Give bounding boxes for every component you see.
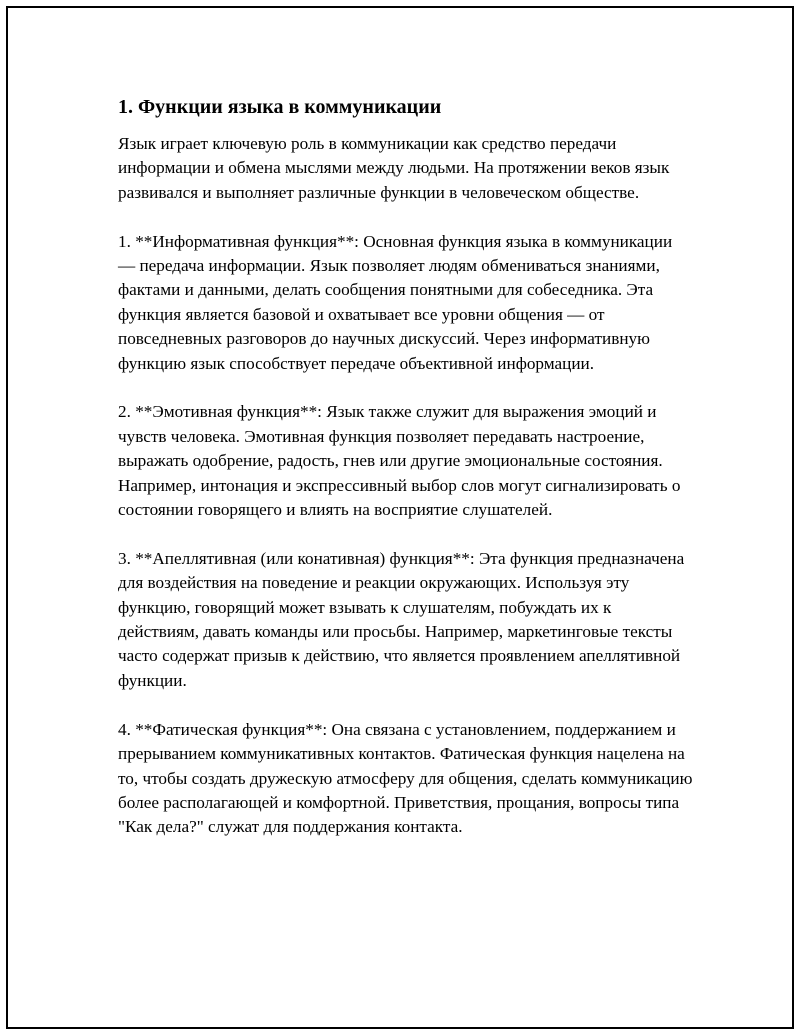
emotive-function-paragraph: 2. **Эмотивная функция**: Язык также служит для выражения эмоций и чувств человека. Эмотивная функция позволяет передавать настроение, выражать одобрение, радость, гнев или другие эмоциональные состояния. Например, интонация и экспрессивный выбор слов могут сигнализировать о состоянии говорящего и влиять на восприятие слушателей. <box>118 402 681 520</box>
document-body <box>118 93 693 864</box>
intro-paragraph: Язык играет ключевую роль в коммуникации как средство передачи информации и обмена мыслями между людьми. На протяжении веков язык развивался и выполняет различные функции в человеческом обществе. <box>118 134 670 202</box>
appellative-function-paragraph: 3. **Апеллятивная (или конативная) функция**: Эта функция предназначена для воздействия на поведение и реакции окружающих. Используя эту функцию, говорящий может взывать к слушателям, побуждать их к действиям, давать команды или просьбы. Например, маркетинговые тексты часто содержат призыв к действию, что является проявлением апеллятивной функции. <box>118 548 685 690</box>
phatic-function-paragraph: 4. **Фатическая функция**: Она связана с установлением, поддержанием и прерыванием коммуникативных контактов. Фатическая функция нацелена на то, чтобы создать дружескую атмосферу для общения, сделать коммуникацию более располагающей и комфортной. Приветствия, прощания, вопросы типа "Как дела?" служат для поддержания контакта. <box>118 719 693 837</box>
section-heading: 1. Функции языка в коммуникации <box>118 96 442 118</box>
informative-function-paragraph: 1. **Информативная функция**: Основная функция языка в коммуникации — передача информации. Язык позволяет людям обмениваться знаниями, фактами и данными, делать сообщения понятными для собеседника. Эта функция является базовой и охватывает все уровни общения — от повседневных разговоров до научных дискуссий. Через информативную функцию язык способствует передаче объективной информации. <box>118 231 673 373</box>
